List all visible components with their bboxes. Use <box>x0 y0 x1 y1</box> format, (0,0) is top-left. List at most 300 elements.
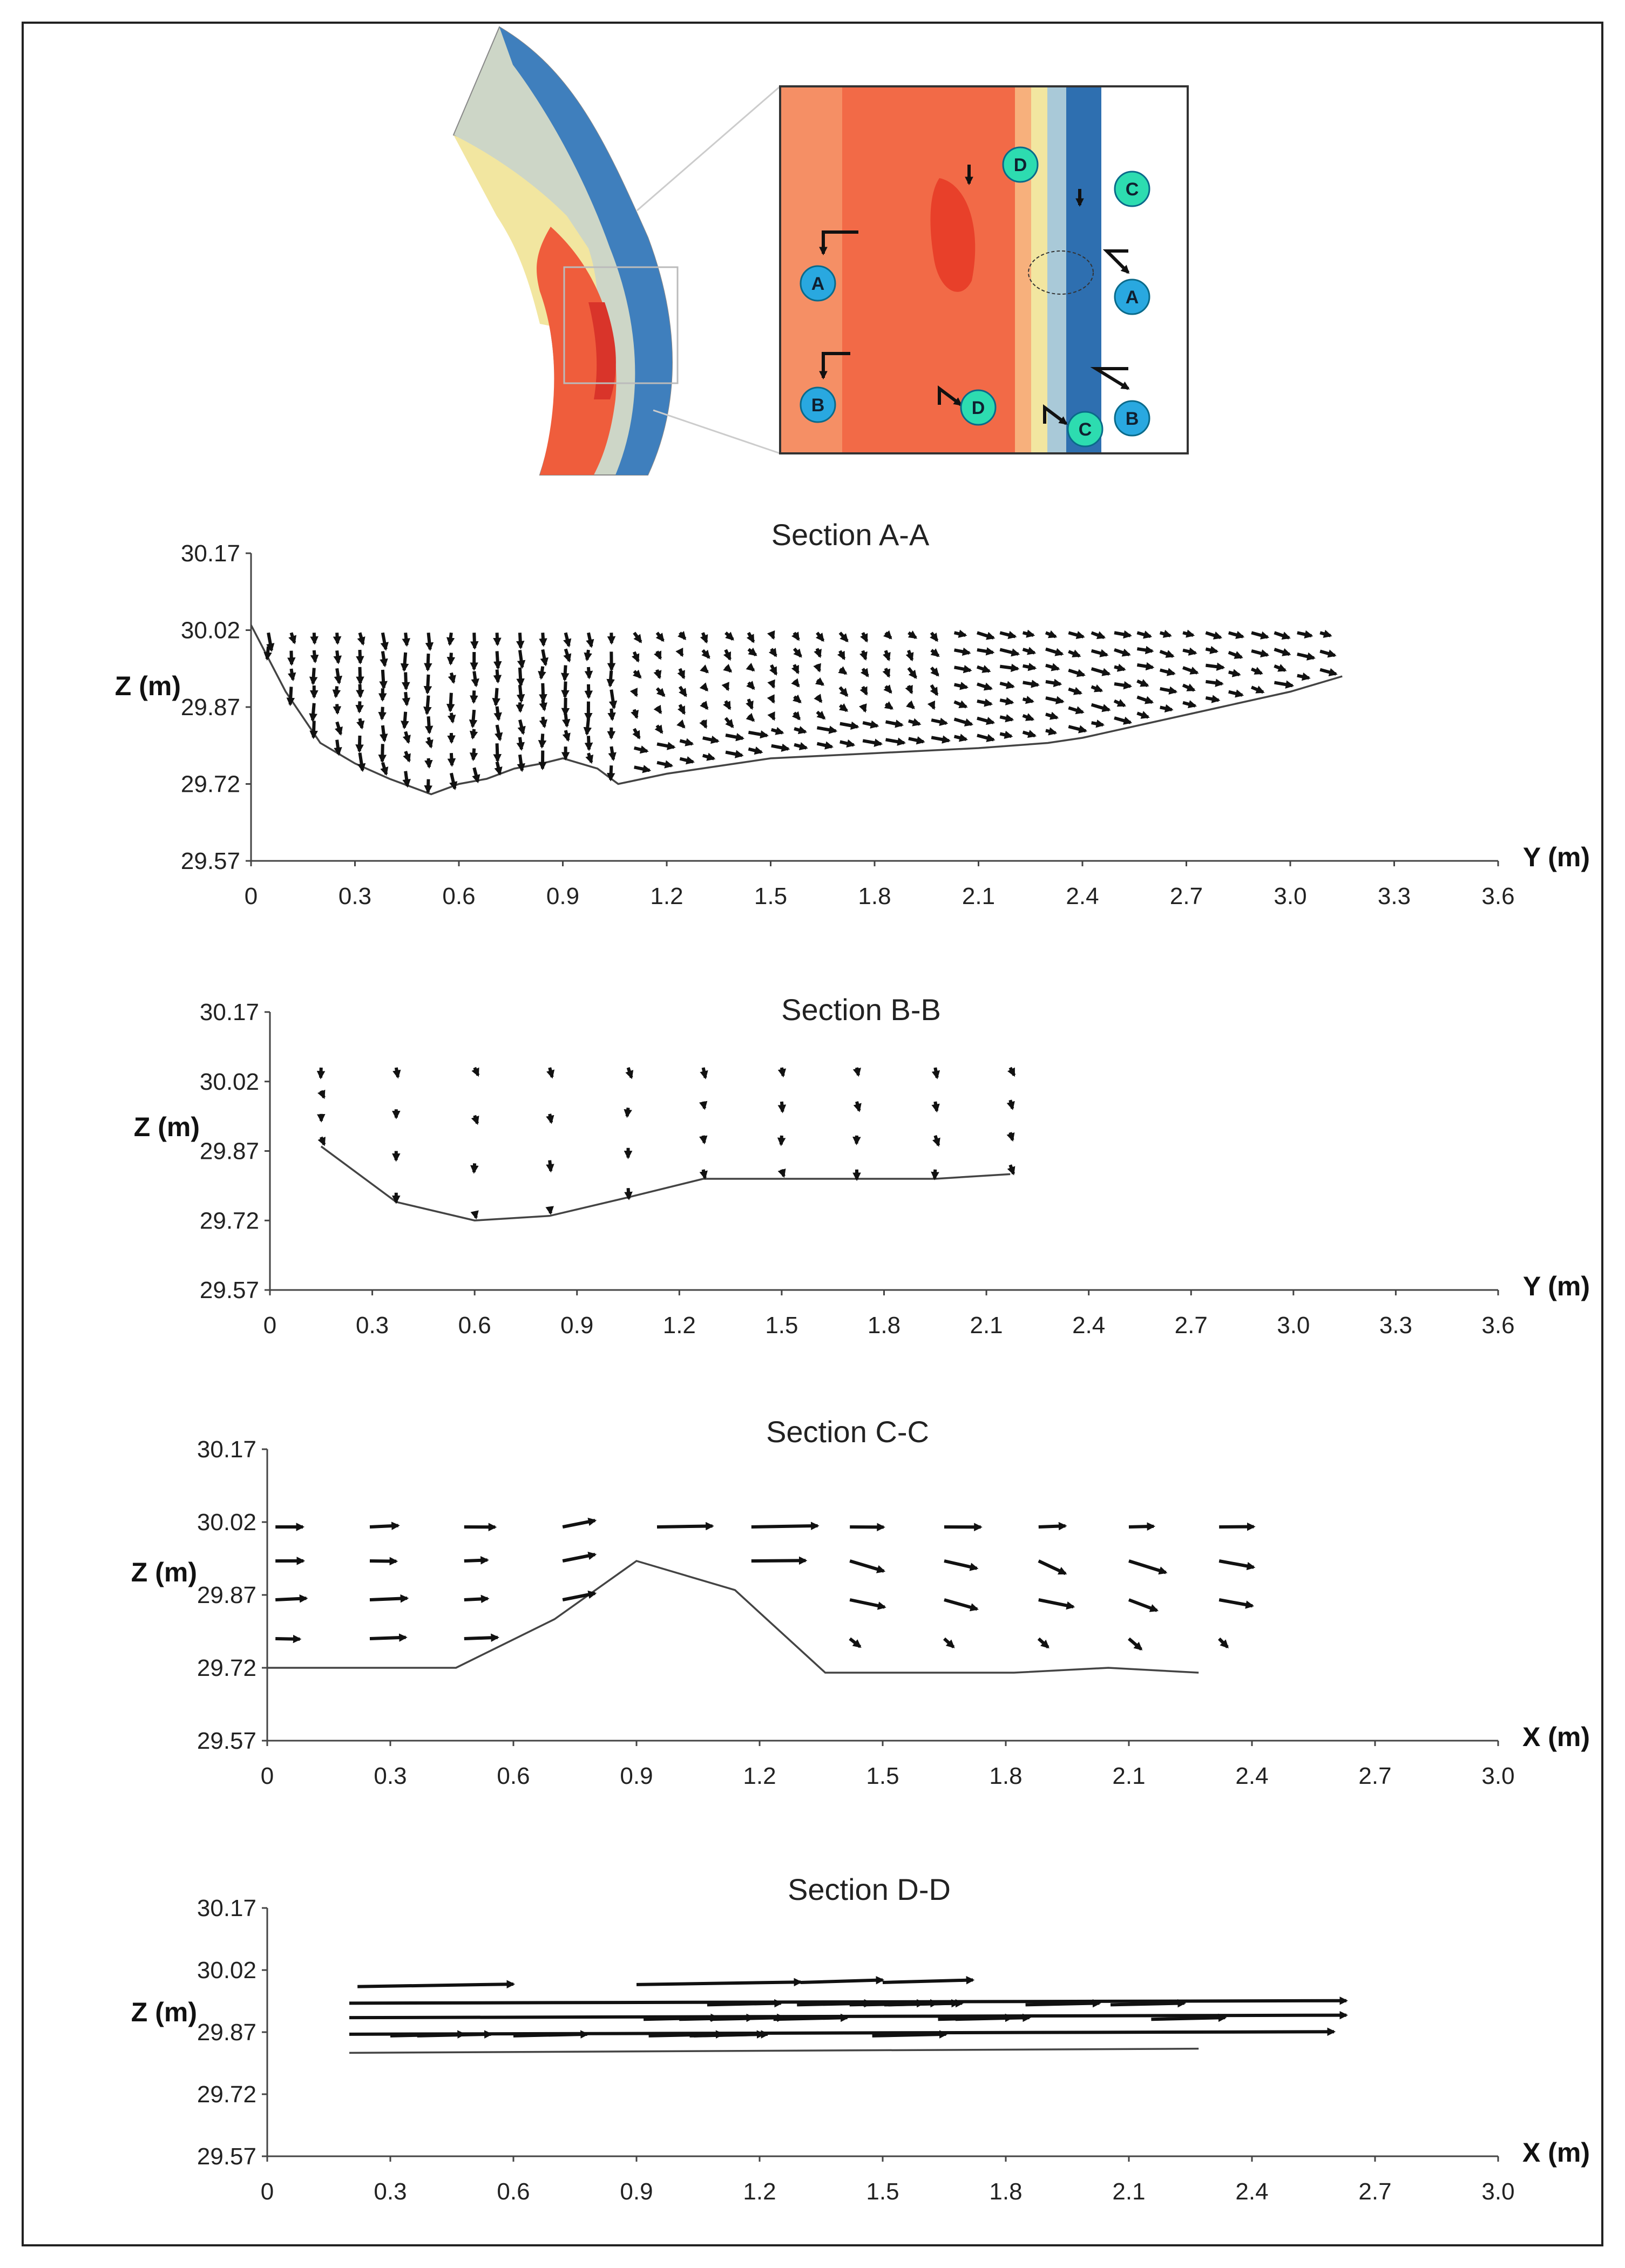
velocity-vector <box>1000 667 1018 669</box>
velocity-vector <box>543 717 544 726</box>
velocity-vector <box>1023 716 1033 719</box>
velocity-vector <box>611 633 612 643</box>
velocity-vector <box>817 744 831 747</box>
velocity-vector <box>801 1980 883 1982</box>
velocity-vector <box>840 651 844 659</box>
velocity-vector <box>1297 676 1309 678</box>
x-tick-label: 1.2 <box>743 1763 776 1789</box>
velocity-vector <box>1114 633 1130 635</box>
velocity-vector <box>857 1068 858 1075</box>
velocity-vector <box>886 633 891 638</box>
velocity-vector <box>566 730 568 740</box>
velocity-vector <box>497 725 500 739</box>
y-tick-label: 29.57 <box>180 848 240 874</box>
velocity-vector <box>1046 698 1063 702</box>
velocity-vector <box>464 1599 488 1600</box>
velocity-vector <box>1137 649 1152 651</box>
velocity-vector <box>496 688 497 705</box>
velocity-vector <box>931 720 946 723</box>
velocity-vector <box>634 748 647 751</box>
velocity-vector <box>680 741 692 744</box>
velocity-vector <box>1092 705 1109 710</box>
velocity-vector <box>1251 633 1268 637</box>
velocity-vector <box>817 680 823 684</box>
velocity-vector <box>771 681 774 687</box>
velocity-vector <box>314 650 315 662</box>
velocity-vector <box>1274 683 1292 686</box>
x-tick-label: 1.5 <box>866 2178 899 2205</box>
section-a-a-chart <box>115 518 1590 909</box>
velocity-vector <box>954 684 967 687</box>
velocity-vector <box>429 633 430 649</box>
section-marker-label: D <box>1013 155 1027 175</box>
velocity-vector <box>336 686 337 696</box>
x-tick-label: 1.8 <box>989 2178 1023 2205</box>
x-axis-label: Y (m) <box>1522 1271 1590 1301</box>
section-marker-label: C <box>1078 419 1092 440</box>
velocity-vector <box>840 742 854 745</box>
velocity-vector <box>1039 1526 1066 1527</box>
x-tick-label: 2.4 <box>1235 2178 1269 2205</box>
velocity-vector <box>909 650 912 660</box>
velocity-vector <box>909 633 916 637</box>
x-tick-label: 0.6 <box>458 1312 491 1339</box>
x-tick-label: 1.5 <box>754 883 788 909</box>
velocity-vector <box>1206 698 1218 700</box>
velocity-vector <box>931 668 938 675</box>
velocity-vector <box>680 633 685 639</box>
x-tick-label: 0.6 <box>442 883 476 909</box>
velocity-vector <box>863 741 881 744</box>
velocity-vector <box>566 649 570 661</box>
y-tick-label: 30.17 <box>199 999 259 1026</box>
velocity-vector <box>588 736 589 749</box>
velocity-vector <box>977 684 991 689</box>
velocity-vector <box>1160 633 1170 636</box>
velocity-vector <box>1023 633 1034 635</box>
velocity-vector <box>383 651 385 666</box>
velocity-vector <box>1160 689 1176 692</box>
velocity-vector <box>337 722 341 735</box>
x-tick-label: 0.3 <box>338 883 372 909</box>
velocity-vector <box>857 1102 859 1111</box>
velocity-vector <box>703 1170 705 1178</box>
inset-map <box>780 86 1188 453</box>
velocity-vector <box>1092 669 1109 674</box>
velocity-vector <box>520 650 522 668</box>
velocity-vector <box>657 688 664 696</box>
zoom-line-top <box>637 86 780 210</box>
velocity-vector <box>657 707 661 713</box>
velocity-vector <box>497 633 498 644</box>
velocity-vector <box>863 633 866 641</box>
x-tick-label: 1.8 <box>867 1312 901 1339</box>
velocity-vector <box>1151 2018 1225 2019</box>
velocity-vector <box>1206 649 1217 651</box>
y-tick-label: 29.72 <box>197 2081 256 2108</box>
velocity-vector <box>542 734 543 747</box>
velocity-vector <box>794 681 798 686</box>
velocity-vector <box>1010 1068 1014 1075</box>
y-tick-label: 29.87 <box>197 2019 256 2046</box>
velocity-vector <box>886 739 904 743</box>
velocity-vector <box>794 633 798 640</box>
velocity-vector <box>404 712 405 728</box>
velocity-vector <box>1046 649 1062 654</box>
velocity-vector <box>748 633 753 642</box>
velocity-vector <box>703 721 706 728</box>
velocity-vector <box>321 1091 324 1097</box>
velocity-vector <box>405 633 407 645</box>
velocity-vector <box>1219 1639 1228 1647</box>
velocity-vector <box>475 1211 476 1218</box>
river-bend-map <box>453 27 1188 475</box>
velocity-vector <box>781 1136 782 1145</box>
velocity-vector <box>886 722 902 725</box>
y-axis-label: Z (m) <box>131 1557 197 1587</box>
x-tick-label: 0.9 <box>546 883 580 909</box>
velocity-vector <box>1183 650 1196 653</box>
velocity-vector <box>944 1561 977 1568</box>
velocity-vector <box>1000 717 1012 719</box>
velocity-vector <box>931 650 938 656</box>
y-tick-label: 29.87 <box>180 694 240 721</box>
chart-title: Section C-C <box>766 1415 929 1449</box>
velocity-vector <box>977 735 994 739</box>
velocity-vector <box>954 633 966 635</box>
velocity-vector <box>360 753 362 771</box>
velocity-vector <box>703 1068 706 1078</box>
velocity-vector <box>1129 1526 1154 1527</box>
velocity-vector <box>850 1600 884 1607</box>
velocity-vector <box>1160 670 1174 674</box>
y-tick-label: 30.02 <box>199 1068 259 1095</box>
velocity-vector <box>1183 685 1194 690</box>
velocity-vector <box>370 1638 406 1639</box>
velocity-vector <box>1092 687 1102 691</box>
x-tick-label: 3.0 <box>1481 2178 1515 2205</box>
velocity-vector <box>1023 732 1035 736</box>
velocity-vector <box>751 1526 818 1527</box>
velocity-vector <box>1000 734 1011 736</box>
velocity-vector <box>628 1188 629 1198</box>
x-tick-label: 0.6 <box>497 1763 530 1789</box>
velocity-vector <box>634 729 639 738</box>
velocity-vector <box>405 771 408 786</box>
velocity-vector <box>563 1520 595 1527</box>
velocity-vector <box>1010 1132 1012 1140</box>
velocity-vector <box>291 633 294 643</box>
velocity-vector <box>1023 666 1035 668</box>
velocity-vector <box>703 738 718 741</box>
velocity-vector <box>1000 683 1013 687</box>
velocity-vector <box>520 685 522 701</box>
velocity-vector <box>1219 1526 1254 1527</box>
velocity-vector <box>464 1560 488 1561</box>
velocity-vector <box>588 753 592 762</box>
velocity-vector <box>657 1526 713 1527</box>
velocity-vector <box>474 671 476 686</box>
velocity-vector <box>909 703 914 708</box>
x-tick-label: 2.1 <box>1112 2178 1146 2205</box>
velocity-vector <box>840 705 847 711</box>
velocity-vector <box>349 2032 1334 2034</box>
velocity-vector <box>1219 1600 1252 1606</box>
velocity-vector <box>1137 681 1147 686</box>
velocity-vector <box>782 1170 784 1176</box>
velocity-vector <box>634 652 638 661</box>
velocity-vector <box>872 2034 946 2036</box>
velocity-vector <box>935 1102 937 1111</box>
velocity-vector <box>931 737 949 741</box>
velocity-vector <box>405 751 409 761</box>
velocity-vector <box>748 666 754 670</box>
y-tick-label: 29.87 <box>197 1582 256 1608</box>
velocity-vector <box>634 710 637 718</box>
velocity-vector <box>863 651 865 659</box>
x-tick-label: 2.4 <box>1235 1763 1269 1789</box>
velocity-vector <box>587 719 588 734</box>
velocity-vector <box>977 667 990 671</box>
velocity-vector <box>360 633 363 644</box>
velocity-vector <box>321 1137 324 1145</box>
velocity-vector <box>680 651 682 656</box>
velocity-vector <box>840 669 846 674</box>
velocity-vector <box>863 687 866 694</box>
velocity-vector <box>726 667 731 671</box>
velocity-vector <box>935 1068 937 1078</box>
velocity-vector <box>291 669 293 680</box>
section-c-c-chart <box>131 1415 1590 1789</box>
velocity-vector <box>588 684 589 697</box>
velocity-vector <box>611 690 614 708</box>
velocity-vector <box>794 712 800 719</box>
velocity-vector <box>977 633 993 638</box>
chart-title: Section B-B <box>781 993 941 1027</box>
velocity-vector <box>565 666 566 680</box>
velocity-vector <box>707 2003 781 2005</box>
velocity-vector <box>771 730 783 733</box>
velocity-vector <box>1046 633 1055 636</box>
velocity-vector <box>383 633 386 649</box>
x-tick-label: 2.1 <box>962 883 996 909</box>
velocity-vector <box>1039 1561 1066 1573</box>
velocity-vector <box>748 749 761 752</box>
velocity-vector <box>543 700 544 710</box>
x-tick-label: 2.1 <box>970 1312 1003 1339</box>
y-tick-label: 29.87 <box>199 1138 259 1165</box>
velocity-vector <box>703 1102 705 1108</box>
velocity-vector <box>1068 633 1083 637</box>
velocity-vectors <box>267 633 1336 792</box>
velocity-vector <box>587 650 588 660</box>
velocity-vector <box>404 653 406 670</box>
velocity-vector <box>977 650 993 653</box>
x-tick-label: 2.7 <box>1169 883 1203 909</box>
velocity-vector <box>726 752 742 756</box>
x-tick-label: 0 <box>263 1312 277 1339</box>
y-tick-label: 30.17 <box>197 1895 256 1921</box>
velocity-vector <box>396 1068 398 1077</box>
y-tick-label: 30.02 <box>197 1957 256 1984</box>
velocity-vector <box>1183 703 1195 706</box>
x-tick-label: 2.4 <box>1066 883 1099 909</box>
velocity-vector <box>726 701 730 709</box>
velocity-vector <box>1114 667 1125 669</box>
x-tick-label: 0.9 <box>620 1763 653 1789</box>
velocity-vector <box>1297 654 1314 658</box>
velocity-vector <box>840 633 848 641</box>
velocity-vector <box>451 733 452 742</box>
velocity-vector <box>657 651 660 658</box>
x-tick-label: 0.3 <box>355 1312 389 1339</box>
velocity-vector <box>337 668 339 683</box>
velocity-vector <box>1010 1165 1013 1173</box>
velocity-vector <box>1320 651 1335 655</box>
velocity-vector <box>888 2003 962 2005</box>
velocity-vector <box>886 650 889 660</box>
velocity-vector <box>748 649 756 655</box>
velocity-vector <box>1023 649 1035 653</box>
velocity-vector <box>543 633 544 645</box>
bed-profile-line <box>349 2049 1199 2053</box>
velocity-vector <box>634 767 650 770</box>
x-tick-label: 0.3 <box>374 2178 407 2205</box>
x-tick-label: 1.5 <box>866 1763 899 1789</box>
velocity-vector <box>748 716 753 721</box>
velocity-vector <box>794 729 805 732</box>
velocity-vector <box>771 697 774 702</box>
velocity-vector <box>935 1136 938 1145</box>
velocity-vector <box>1023 699 1033 702</box>
velocity-vector <box>1160 707 1172 709</box>
velocity-vector <box>1206 666 1223 668</box>
velocity-vector <box>634 671 641 677</box>
velocity-vector <box>628 1068 632 1077</box>
x-axis-label: X (m) <box>1522 1722 1590 1752</box>
velocity-vector <box>1129 1600 1157 1611</box>
velocity-vectors <box>321 1068 1014 1218</box>
velocity-vector <box>944 1639 953 1647</box>
velocity-vector <box>291 651 292 664</box>
velocity-vector <box>726 735 743 738</box>
x-tick-label: 2.4 <box>1072 1312 1106 1339</box>
velocity-vector <box>513 2034 587 2036</box>
velocity-vector <box>267 647 268 659</box>
velocity-vector <box>794 665 798 673</box>
velocity-vector <box>817 712 824 718</box>
velocity-vector <box>313 703 314 721</box>
velocity-vector <box>703 685 707 690</box>
velocity-vector <box>1092 723 1103 725</box>
velocity-vector <box>497 762 500 774</box>
velocity-vector <box>383 725 384 741</box>
velocity-vector <box>543 649 545 664</box>
velocity-vector <box>956 2018 1030 2019</box>
velocity-vector <box>909 721 920 724</box>
velocity-vector <box>550 1114 551 1123</box>
velocity-vector <box>1274 633 1289 638</box>
velocity-vector <box>726 718 733 726</box>
section-marker-label: B <box>1125 409 1139 429</box>
velocity-vector <box>863 669 868 676</box>
velocity-vector <box>637 1982 801 1985</box>
x-axis-label: X (m) <box>1522 2137 1590 2168</box>
velocity-vector <box>357 1984 513 1987</box>
velocity-vector <box>1320 633 1330 635</box>
velocity-vector <box>1114 701 1125 706</box>
velocity-vector <box>520 737 522 749</box>
velocity-vector <box>954 667 971 670</box>
x-tick-label: 1.2 <box>662 1312 696 1339</box>
bed-profile-line <box>321 1146 1011 1220</box>
velocity-vector <box>977 718 993 723</box>
velocity-vector <box>1068 726 1086 731</box>
y-tick-label: 29.72 <box>180 771 240 798</box>
velocity-vector <box>634 633 641 642</box>
x-tick-label: 0 <box>244 883 258 909</box>
velocity-vector <box>474 1163 475 1172</box>
velocity-vector <box>850 1639 860 1647</box>
velocity-vector <box>794 745 807 748</box>
velocity-vector <box>703 633 707 642</box>
velocity-vector <box>1046 714 1057 718</box>
velocity-vector <box>370 1525 398 1527</box>
velocity-vector <box>954 702 966 707</box>
velocity-vector <box>680 687 686 696</box>
velocity-vector <box>680 669 683 678</box>
x-tick-label: 1.5 <box>765 1312 798 1339</box>
x-tick-label: 1.8 <box>989 1763 1023 1789</box>
velocity-vector <box>886 668 889 676</box>
velocity-vector <box>475 1068 478 1075</box>
velocity-vector <box>703 668 708 672</box>
velocity-vector <box>782 1102 783 1112</box>
velocity-vector <box>1206 682 1222 684</box>
velocity-vector <box>1219 1561 1254 1567</box>
velocity-vector <box>611 709 612 719</box>
velocity-vector <box>1229 633 1243 637</box>
velocity-vector <box>863 705 865 711</box>
x-tick-label: 3.0 <box>1481 1763 1515 1789</box>
x-tick-label: 3.3 <box>1379 1312 1413 1339</box>
velocity-vector <box>771 665 776 674</box>
x-tick-label: 3.0 <box>1274 883 1307 909</box>
velocity-vector <box>794 697 800 702</box>
chart-title: Section A-A <box>771 518 930 552</box>
velocity-vector <box>954 736 966 739</box>
x-tick-label: 3.3 <box>1377 883 1411 909</box>
y-axis-label: Z (m) <box>114 671 181 701</box>
velocity-vector <box>1114 650 1129 655</box>
velocity-vector <box>473 690 474 702</box>
velocity-vector <box>1229 672 1240 675</box>
velocity-vector <box>390 2034 464 2036</box>
velocity-vector <box>703 650 709 658</box>
velocity-vector <box>383 763 387 775</box>
velocity-vector <box>611 746 613 759</box>
velocity-vector <box>427 696 429 714</box>
velocity-vector <box>1046 666 1059 669</box>
velocity-vector <box>610 671 611 686</box>
x-tick-label: 1.2 <box>743 2178 776 2205</box>
velocity-vector <box>473 710 475 726</box>
velocity-vector <box>360 718 362 728</box>
velocity-vector <box>1039 1600 1073 1607</box>
velocity-vector <box>634 690 637 696</box>
velocity-vector <box>497 707 499 719</box>
velocity-vector <box>1068 651 1079 656</box>
